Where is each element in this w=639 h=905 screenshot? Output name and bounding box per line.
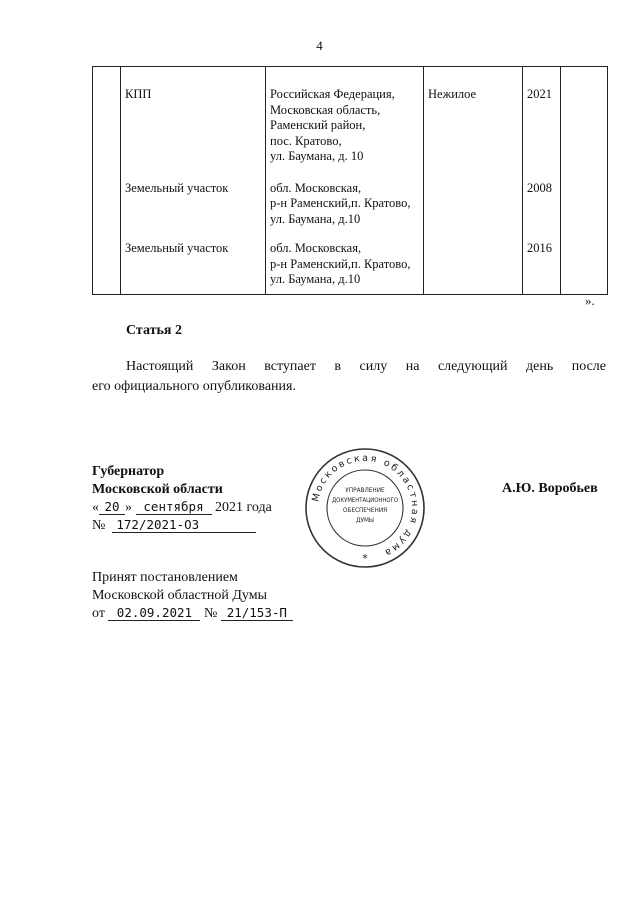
property-table: [92, 66, 608, 295]
table-cell-empty: [561, 227, 608, 294]
property-name-cell: Земельный участок: [121, 165, 266, 228]
stamp-center-line: ДОКУМЕНТАЦИОННОГО: [332, 496, 399, 504]
adoption-reference: [92, 605, 293, 622]
property-name-cell: КПП: [121, 67, 266, 165]
adoption-date: 02.09.2021: [108, 605, 200, 621]
address-line: ул. Баумана, д.10: [270, 211, 361, 226]
address-line: Российская Федерация,: [270, 87, 395, 101]
address-line: Московская область,: [270, 102, 381, 117]
number-sign: №: [92, 518, 106, 533]
table-row: [93, 67, 608, 165]
table-row: [93, 165, 608, 228]
date-open-quote: «: [92, 500, 99, 515]
governor-name: А.Ю. Воробьев: [502, 481, 598, 496]
number-sign: №: [203, 606, 218, 621]
property-type-cell: Нежилое: [424, 67, 523, 165]
official-stamp: [303, 446, 427, 570]
address-line: р-н Раменский,п. Кратово,: [270, 256, 411, 271]
date-month: сентября: [136, 499, 212, 515]
property-type-cell: [424, 165, 523, 228]
article-text-line: Настоящий Закон вступает в силу на следующий день после: [126, 359, 606, 374]
table-row: [93, 227, 608, 294]
law-number-value: 172/2021-ОЗ: [112, 517, 256, 533]
table-cell-empty: [93, 67, 121, 165]
property-address-cell: [266, 165, 424, 228]
table-cell-empty: [561, 67, 608, 165]
law-number: [92, 517, 256, 534]
property-year-cell: 2008: [523, 165, 561, 228]
adoption-text-line: Московской областной Думы: [92, 588, 267, 603]
property-type-cell: [424, 227, 523, 294]
governor-title-line: Губернатор: [92, 464, 165, 479]
stamp-center-line: УПРАВЛЕНИЕ: [345, 486, 385, 494]
article-title: Статья 2: [126, 323, 182, 338]
address-line: р-н Раменский,п. Кратово,: [270, 196, 411, 210]
property-address-cell: [266, 67, 424, 165]
date-day: 20: [99, 499, 125, 515]
article-text-line: его официального опубликования.: [92, 379, 296, 394]
stamp-center-line: ДУМЫ: [355, 516, 375, 524]
governor-title: [92, 463, 223, 499]
table-cell-empty: [561, 165, 608, 228]
closing-quote: ».: [585, 293, 595, 308]
stamp-center-line: ОБЕСПЕЧЕНИЯ: [342, 506, 388, 514]
address-line: Раменский район,: [270, 118, 366, 132]
table-cell-empty: [93, 227, 121, 294]
property-address-cell: [266, 227, 424, 294]
address-line: ул. Баумана, д.10: [270, 272, 361, 286]
adoption-number: 21/153-П: [221, 605, 293, 621]
table-cell-empty: [93, 165, 121, 228]
stamp-star: *: [362, 552, 368, 565]
date-close-quote: »: [125, 500, 132, 515]
stamp-ring-text: Московская областная дума: [310, 452, 421, 559]
property-year-cell: 2021: [523, 67, 561, 165]
address-line: обл. Московская,: [270, 180, 362, 195]
property-name-cell: Земельный участок: [121, 227, 266, 294]
address-line: пос. Кратово,: [270, 133, 342, 148]
address-line: обл. Московская,: [270, 241, 362, 255]
adoption-text-line: Принят постановлением: [92, 570, 238, 585]
property-year-cell: 2016: [523, 227, 561, 294]
adoption-from-label: от: [92, 606, 105, 621]
address-line: ул. Баумана, д. 10: [270, 149, 364, 163]
page-number: 4: [316, 38, 323, 53]
date-year: 2021 года: [215, 500, 272, 515]
signing-date: [92, 499, 272, 516]
governor-title-line: Московской области: [92, 482, 223, 497]
